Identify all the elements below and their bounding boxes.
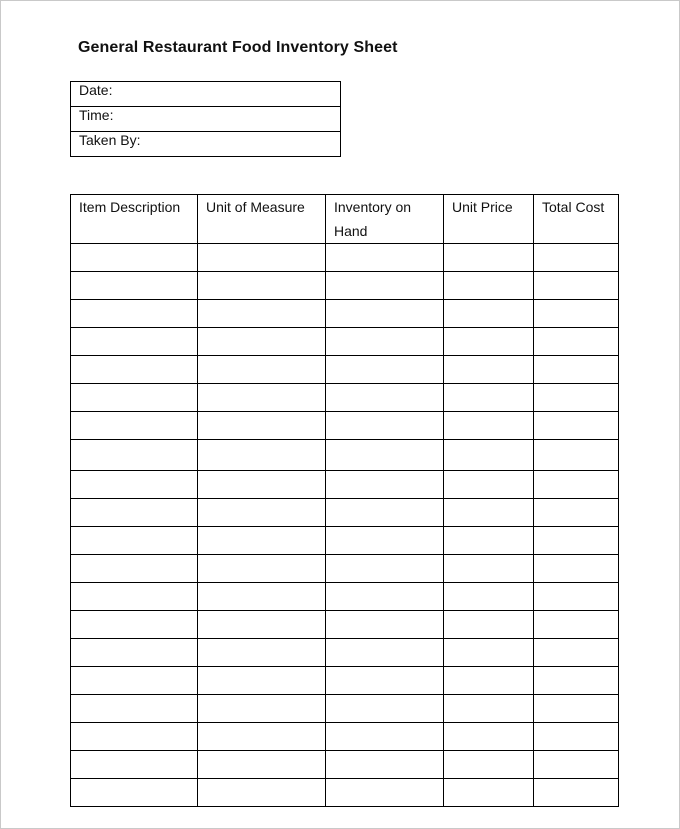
column-header-unit-of-measure: Unit of Measure (198, 195, 326, 244)
cell-total-cost[interactable] (534, 639, 619, 667)
cell-total-cost[interactable] (534, 356, 619, 384)
cell-item-description[interactable] (71, 527, 198, 555)
cell-inventory-on-hand[interactable] (326, 667, 444, 695)
cell-item-description[interactable] (71, 779, 198, 807)
table-row (71, 611, 619, 639)
cell-unit-price[interactable] (444, 555, 534, 583)
cell-total-cost[interactable] (534, 471, 619, 499)
cell-unit-of-measure[interactable] (198, 499, 326, 527)
cell-unit-price[interactable] (444, 723, 534, 751)
cell-unit-price[interactable] (444, 244, 534, 272)
cell-item-description[interactable] (71, 412, 198, 440)
cell-item-description[interactable] (71, 499, 198, 527)
cell-unit-price[interactable] (444, 300, 534, 328)
cell-unit-of-measure[interactable] (198, 328, 326, 356)
cell-unit-price[interactable] (444, 527, 534, 555)
cell-unit-price[interactable] (444, 356, 534, 384)
table-row (71, 440, 619, 471)
cell-total-cost[interactable] (534, 244, 619, 272)
column-header-item-description: Item Description (71, 195, 198, 244)
cell-total-cost[interactable] (534, 555, 619, 583)
cell-item-description[interactable] (71, 356, 198, 384)
cell-unit-price[interactable] (444, 695, 534, 723)
cell-total-cost[interactable] (534, 667, 619, 695)
document-title: General Restaurant Food Inventory Sheet (78, 39, 398, 56)
cell-total-cost[interactable] (534, 272, 619, 300)
cell-unit-price[interactable] (444, 440, 534, 471)
cell-item-description[interactable] (71, 723, 198, 751)
cell-total-cost[interactable] (534, 384, 619, 412)
cell-unit-price[interactable] (444, 583, 534, 611)
cell-unit-price[interactable] (444, 412, 534, 440)
column-header-total-cost: Total Cost (534, 195, 619, 244)
table-row (71, 412, 619, 440)
cell-unit-of-measure[interactable] (198, 272, 326, 300)
cell-inventory-on-hand[interactable] (326, 639, 444, 667)
table-row (71, 723, 619, 751)
cell-total-cost[interactable] (534, 328, 619, 356)
cell-item-description[interactable] (71, 695, 198, 723)
cell-unit-price[interactable] (444, 499, 534, 527)
inventory-header-row (71, 195, 619, 244)
table-row (71, 779, 619, 807)
table-row (71, 356, 619, 384)
cell-total-cost[interactable] (534, 611, 619, 639)
cell-inventory-on-hand[interactable] (326, 440, 444, 471)
cell-unit-of-measure[interactable] (198, 723, 326, 751)
cell-unit-price[interactable] (444, 272, 534, 300)
cell-total-cost[interactable] (534, 695, 619, 723)
cell-total-cost[interactable] (534, 527, 619, 555)
info-row-taken-by (71, 132, 341, 157)
cell-item-description[interactable] (71, 272, 198, 300)
taken-by-field[interactable]: Taken By: (71, 132, 341, 157)
cell-unit-of-measure[interactable] (198, 412, 326, 440)
cell-unit-of-measure[interactable] (198, 527, 326, 555)
inventory-table (70, 194, 619, 807)
cell-inventory-on-hand[interactable] (326, 300, 444, 328)
cell-unit-of-measure[interactable] (198, 300, 326, 328)
cell-item-description[interactable] (71, 611, 198, 639)
cell-inventory-on-hand[interactable] (326, 328, 444, 356)
table-row (71, 583, 619, 611)
table-row (71, 272, 619, 300)
table-row (71, 695, 619, 723)
info-box (70, 81, 341, 157)
cell-item-description[interactable] (71, 583, 198, 611)
cell-unit-of-measure[interactable] (198, 751, 326, 779)
table-row (71, 667, 619, 695)
table-row (71, 328, 619, 356)
cell-unit-of-measure[interactable] (198, 779, 326, 807)
cell-inventory-on-hand[interactable] (326, 384, 444, 412)
info-row-date (71, 82, 341, 107)
table-row (71, 300, 619, 328)
cell-unit-of-measure[interactable] (198, 440, 326, 471)
cell-inventory-on-hand[interactable] (326, 695, 444, 723)
cell-unit-price[interactable] (444, 667, 534, 695)
column-header-unit-price: Unit Price (444, 195, 534, 244)
column-header-inventory-on-hand: Inventory on Hand (326, 195, 444, 244)
cell-inventory-on-hand[interactable] (326, 471, 444, 499)
cell-total-cost[interactable] (534, 723, 619, 751)
cell-item-description[interactable] (71, 440, 198, 471)
cell-inventory-on-hand[interactable] (326, 611, 444, 639)
cell-total-cost[interactable] (534, 412, 619, 440)
cell-inventory-on-hand[interactable] (326, 412, 444, 440)
cell-item-description[interactable] (71, 300, 198, 328)
cell-unit-of-measure[interactable] (198, 639, 326, 667)
cell-unit-price[interactable] (444, 471, 534, 499)
table-row (71, 639, 619, 667)
cell-total-cost[interactable] (534, 440, 619, 471)
cell-total-cost[interactable] (534, 751, 619, 779)
cell-inventory-on-hand[interactable] (326, 723, 444, 751)
cell-unit-price[interactable] (444, 779, 534, 807)
cell-inventory-on-hand[interactable] (326, 356, 444, 384)
cell-item-description[interactable] (71, 555, 198, 583)
cell-inventory-on-hand[interactable] (326, 499, 444, 527)
table-row (71, 471, 619, 499)
info-row-time (71, 107, 341, 132)
cell-unit-price[interactable] (444, 611, 534, 639)
cell-unit-of-measure[interactable] (198, 471, 326, 499)
cell-unit-price[interactable] (444, 384, 534, 412)
cell-unit-of-measure[interactable] (198, 611, 326, 639)
cell-inventory-on-hand[interactable] (326, 751, 444, 779)
cell-unit-of-measure[interactable] (198, 356, 326, 384)
cell-inventory-on-hand[interactable] (326, 779, 444, 807)
date-field[interactable]: Date: (71, 82, 341, 107)
cell-unit-of-measure[interactable] (198, 244, 326, 272)
cell-item-description[interactable] (71, 471, 198, 499)
cell-unit-of-measure[interactable] (198, 695, 326, 723)
cell-total-cost[interactable] (534, 779, 619, 807)
table-row (71, 751, 619, 779)
cell-inventory-on-hand[interactable] (326, 583, 444, 611)
cell-item-description[interactable] (71, 751, 198, 779)
cell-total-cost[interactable] (534, 499, 619, 527)
table-row (71, 527, 619, 555)
table-row (71, 384, 619, 412)
cell-unit-price[interactable] (444, 639, 534, 667)
cell-item-description[interactable] (71, 639, 198, 667)
cell-inventory-on-hand[interactable] (326, 272, 444, 300)
cell-unit-of-measure[interactable] (198, 583, 326, 611)
cell-item-description[interactable] (71, 667, 198, 695)
cell-item-description[interactable] (71, 244, 198, 272)
table-row (71, 244, 619, 272)
inventory-body (71, 244, 619, 807)
cell-item-description[interactable] (71, 328, 198, 356)
cell-inventory-on-hand[interactable] (326, 555, 444, 583)
cell-unit-of-measure[interactable] (198, 555, 326, 583)
cell-inventory-on-hand[interactable] (326, 244, 444, 272)
cell-unit-of-measure[interactable] (198, 667, 326, 695)
time-field[interactable]: Time: (71, 107, 341, 132)
cell-item-description[interactable] (71, 384, 198, 412)
cell-unit-price[interactable] (444, 328, 534, 356)
cell-unit-price[interactable] (444, 751, 534, 779)
cell-inventory-on-hand[interactable] (326, 527, 444, 555)
cell-total-cost[interactable] (534, 583, 619, 611)
table-row (71, 555, 619, 583)
cell-unit-of-measure[interactable] (198, 384, 326, 412)
cell-total-cost[interactable] (534, 300, 619, 328)
table-row (71, 499, 619, 527)
